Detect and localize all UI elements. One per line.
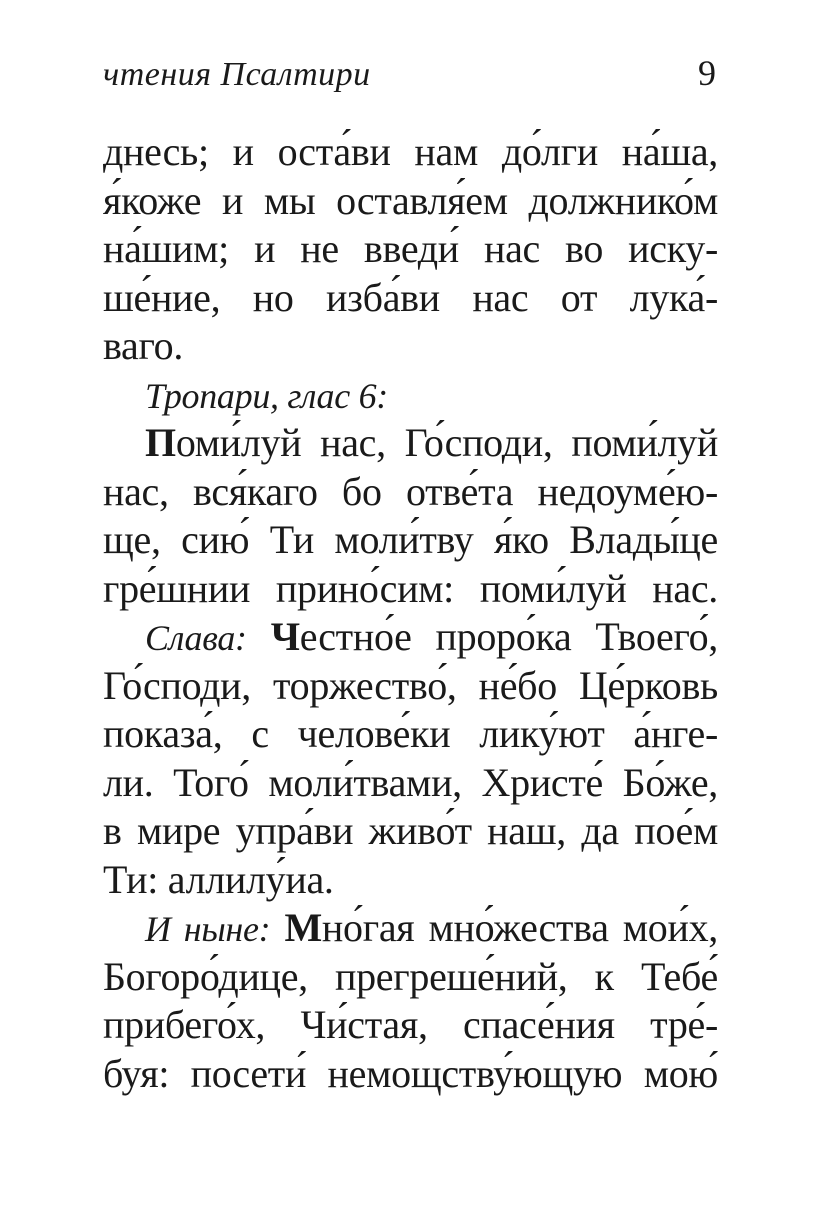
text-line: гре́шнии прино́сим: поми́луй нас.	[103, 565, 718, 611]
text-line: я́коже и мы оставля́ем должнико́м	[103, 177, 718, 223]
bold-initial: М	[284, 905, 322, 950]
paragraph-lords-prayer-end	[103, 128, 718, 371]
text-line-first	[103, 904, 718, 953]
text-line: показа́, с челове́ки лику́ют а́нге-	[103, 711, 718, 756]
paragraph-troparion-1	[103, 419, 718, 613]
text-line: буя: посети́ немощству́ющую мою́	[103, 1050, 718, 1096]
book-page	[103, 50, 718, 1098]
troparia-heading	[103, 371, 718, 420]
text-line: прибего́х, Чи́стая, спасе́ния тре́-	[103, 1002, 718, 1047]
rubric-label: И ныне:	[145, 909, 271, 949]
text-line: в мире упра́ви живо́т наш, да пое́м	[103, 808, 718, 853]
running-head	[103, 50, 718, 106]
text-line: на́шим; и не введи́ нас во иску-	[103, 226, 718, 271]
text-line: Богоро́дице, прегреше́ний, к Тебе́	[103, 953, 718, 999]
rubric-label: Слава:	[145, 618, 247, 658]
text-line: днесь; и оста́ви нам до́лги на́ша,	[103, 129, 718, 174]
text-line: ше́ние, но изба́ви нас от лука́-	[103, 274, 718, 320]
text-line: ваго.	[103, 323, 184, 368]
line-rest: оми́луй нас, Го́споди, поми́луй	[175, 420, 718, 465]
page-number: 9	[698, 53, 716, 93]
text-line: ще, сию́ Ти моли́тву я́ко Влады́це	[103, 517, 718, 562]
text-line: ли. Того́ моли́твами, Христе́ Бо́же,	[103, 759, 718, 805]
text-line: нас, вся́каго бо отве́та недоуме́ю-	[103, 468, 718, 514]
rubric-text: Тропари, глас 6:	[145, 375, 388, 416]
paragraph-glory	[103, 613, 718, 904]
bold-initial: П	[145, 420, 176, 465]
line-rest: но́гая мно́жества мои́х,	[321, 905, 719, 950]
text-line-first	[103, 419, 718, 468]
body-text	[103, 128, 718, 1098]
bold-initial: Ч	[270, 614, 300, 659]
text-line-first	[103, 613, 718, 662]
paragraph-now-and-ever	[103, 904, 718, 1098]
text-line: Го́споди, торжество́, не́бо Це́рковь	[103, 662, 718, 708]
line-rest: естно́е проро́ка Твоего́,	[299, 614, 718, 659]
text-line: Ти: аллилу́иа.	[103, 856, 334, 902]
running-title: чтения Псалтири	[103, 56, 371, 93]
